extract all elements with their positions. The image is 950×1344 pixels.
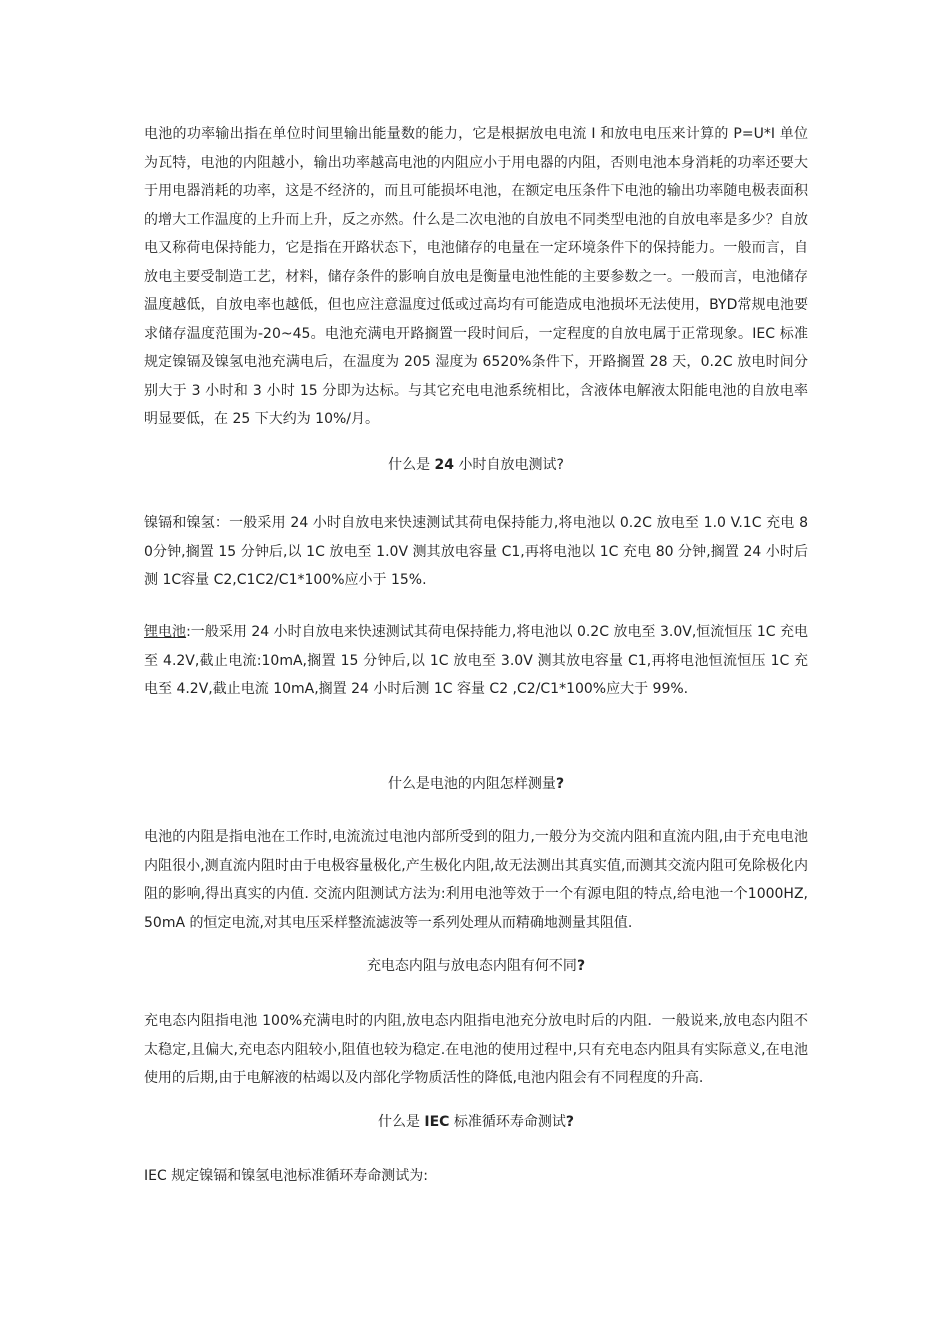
heading-text: 充电态内阻与放电态内阻有何不同	[366, 958, 577, 974]
paragraph-text: :一般采用 24 小时自放电来快速测试其荷电保持能力,将电池以 0.2C 放电至 3.0V,恒流恒压 1C 充电至 4.2V,截止电流:10mA,搁置 15 分钟后,以 1C 放电至 3.0V 测其放电容量 C1,再将电池恒流恒压 1C 充电至 4.2V,截止电流 10mA,搁置 24 小时后测 1C 容量 C2 ,C2/C1*100%应大于 99%.	[144, 624, 808, 697]
paragraph-iec-cycle-life-intro: IEC 规定镍镉和镍氢电池标准循环寿命测试为:	[144, 1168, 428, 1184]
heading-bold-text: IEC	[424, 1114, 450, 1130]
heading-text: 什么是	[388, 457, 435, 473]
heading-bold-text: ?	[576, 958, 586, 974]
heading-charged-vs-discharged-resistance	[144, 952, 808, 980]
heading-text: 小时自放电测试?	[454, 457, 564, 473]
heading-text: 什么是电池的内阻怎样测量	[387, 776, 556, 792]
paragraph-charged-state-resistance: 充电态内阻指电池 100%充满电时的内阻,放电态内阻指电池充分放电时后的内阻．一般说来,放电态内阻不太稳定,且偏大,充电态内阻较小,阻值也较为稳定.在电池的使用过程中,只有充电态内阻具有实际意义,在电池使用的后期,由于电解液的枯竭以及内部化学物质活性的降低,电池内阻会有不同程度的升高.	[144, 1013, 808, 1086]
heading-internal-resistance-measure	[144, 770, 808, 798]
paragraph-internal-resistance: 电池的内阻是指电池在工作时,电流流过电池内部所受到的阻力,一般分为交流内阻和直流内阻,由于充电电池内阻很小,测直流内阻时由于电极容量极化,产生极化内阻,故无法测出其真实值,而测其交流内阻可免除极化内阻的影响,得出真实的内值. 交流内阻测试方法为:利用电池等效于一个有源电阻的特点,给电池一个1000HZ,50mA 的恒定电流,对其电压采样整流滤波等一系列处理从而精确地测量其阻值.	[144, 829, 808, 931]
heading-bold-text: 24	[434, 457, 455, 473]
heading-bold-text: ?	[555, 776, 565, 792]
paragraph-nicd-nimh-test: 镍镉和镍氢：一般采用 24 小时自放电来快速测试其荷电保持能力,将电池以 0.2C 放电至 1.0 V.1C 充电 80分钟,搁置 15 分钟后,以 1C 放电至 1.0V 测其放电容量 C1,再将电池以 1C 充电 80 分钟,搁置 24 小时后测 1C容量 C2,C1C2/C1*100%应小于 15%.	[144, 515, 808, 588]
paragraph-lithium-test	[144, 618, 808, 704]
heading-bold-text: ?	[565, 1114, 575, 1130]
heading-iec-cycle-life-test	[144, 1108, 808, 1136]
lithium-battery-link[interactable]: 锂电池	[144, 624, 187, 640]
heading-text: 什么是	[377, 1114, 425, 1130]
heading-24h-self-discharge-test	[144, 451, 808, 479]
heading-text: 标准循环寿命测试	[449, 1114, 566, 1130]
paragraph-power-output-self-discharge: 电池的功率输出指在单位时间里输出能量数的能力，它是根据放电电流 I 和放电电压来计算的 P=U*I 单位为瓦特，电池的内阻越小，输出功率越高电池的内阻应小于用电器的内阻，否则电池本身消耗的功率还要大于用电器消耗的功率，这是不经济的，而且可能损坏电池，在额定电压条件下电池的输出功率随电极表面积的增大工作温度的上升而上升，反之亦然。什么是二次电池的自放电不同类型电池的自放电率是多少？自放电又称荷电保持能力，它是指在开路状态下，电池储存的电量在一定环境条件下的保持能力。一般而言，自放电主要受制造工艺，材料，储存条件的影响自放电是衡量电池性能的主要参数之一。一般而言，电池储存温度越低，自放电率也越低，但也应注意温度过低或过高均有可能造成电池损坏无法使用，BYD常规电池要求储存温度范围为-20~45。电池充满电开路搁置一段时间后，一定程度的自放电属于正常现象。IEC 标准规定镍镉及镍氢电池充满电后，在温度为 205 湿度为 6520%条件下，开路搁置 28 天，0.2C 放电时间分别大于 3 小时和 3 小时 15 分即为达标。与其它充电电池系统相比，含液体电解液太阳能电池的自放电率明显要低，在 25 下大约为 10%/月。	[144, 126, 808, 427]
